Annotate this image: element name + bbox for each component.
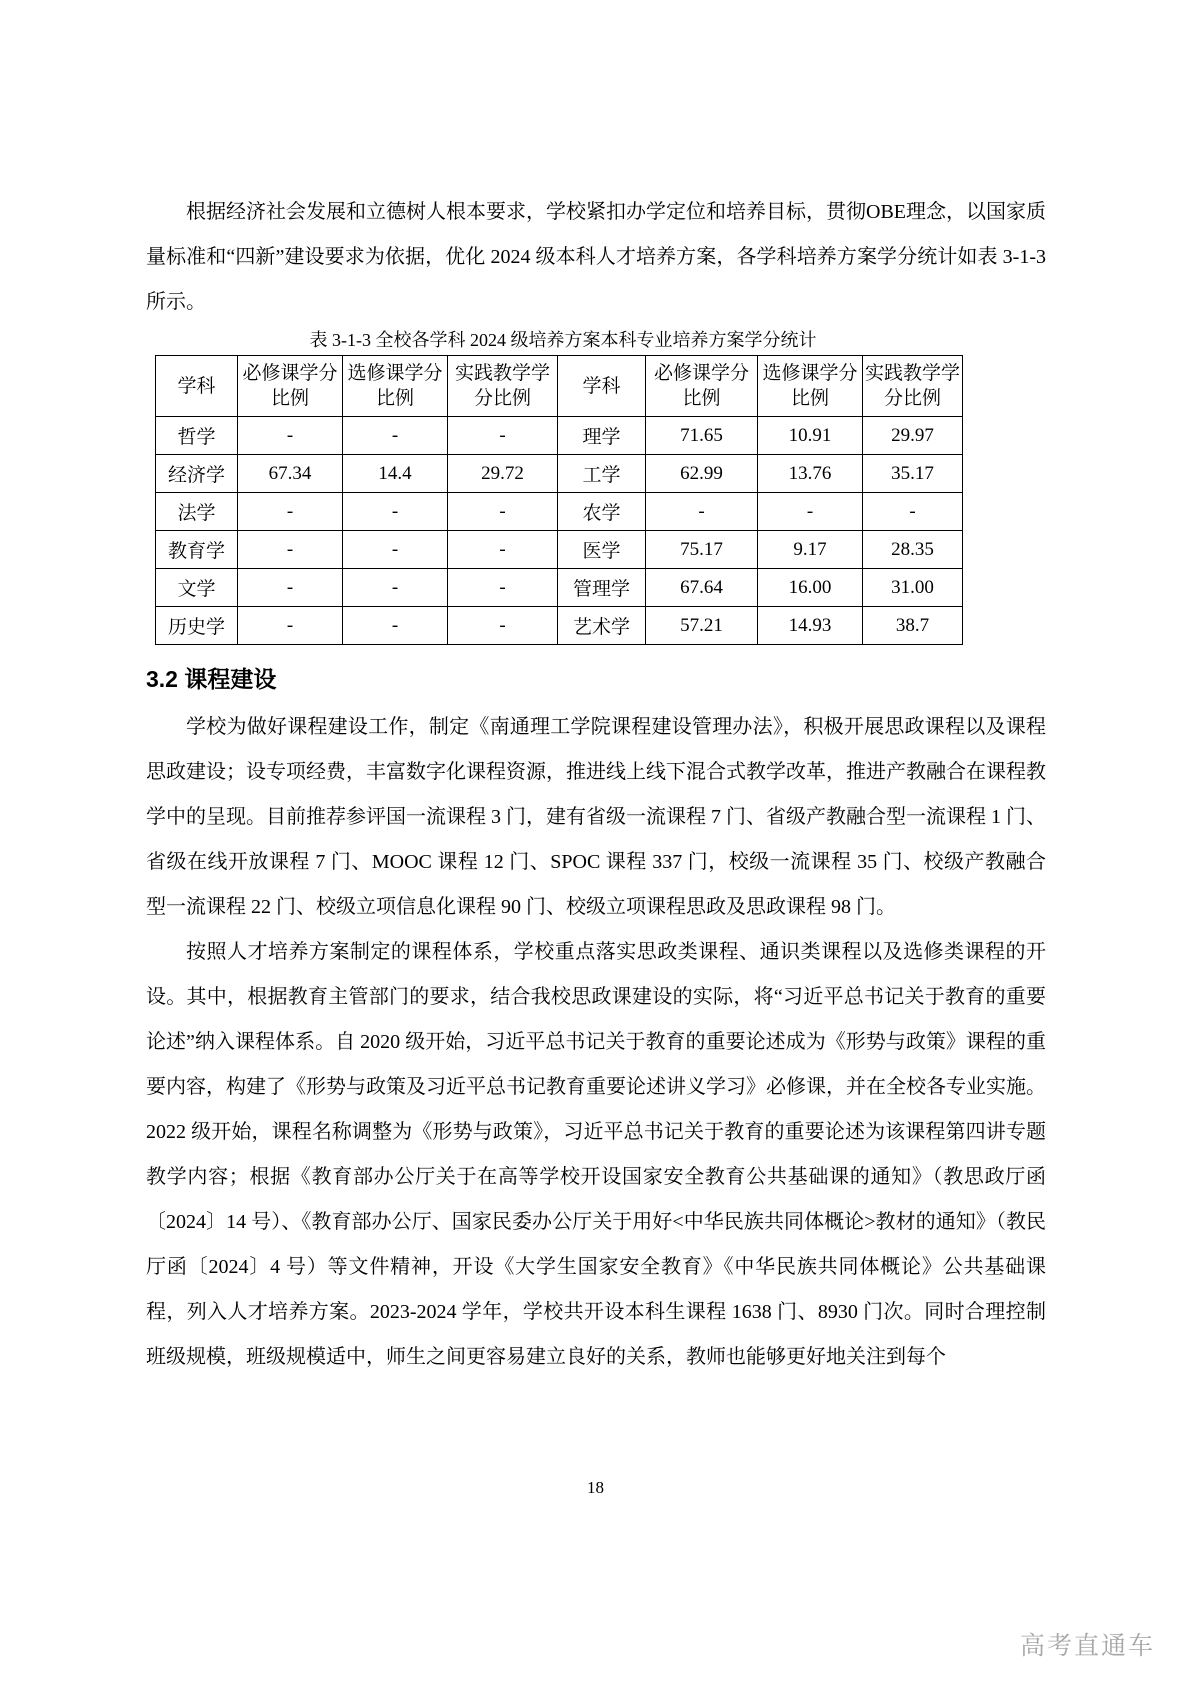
table-row	[156, 417, 963, 455]
value-cell: -	[448, 417, 558, 455]
discipline-cell: 经济学	[156, 455, 238, 493]
discipline-cell: 管理学	[558, 569, 646, 607]
value-cell: 67.34	[238, 455, 343, 493]
value-cell: 67.64	[646, 569, 758, 607]
table-row	[156, 531, 963, 569]
discipline-cell: 历史学	[156, 607, 238, 645]
value-cell: -	[863, 493, 963, 531]
value-cell: -	[238, 531, 343, 569]
value-cell: -	[343, 531, 448, 569]
column-header: 学科	[558, 356, 646, 417]
table-row	[156, 493, 963, 531]
column-header: 必修课学分比例	[646, 356, 758, 417]
discipline-cell: 理学	[558, 417, 646, 455]
table-row	[156, 569, 963, 607]
value-cell: 62.99	[646, 455, 758, 493]
value-cell: -	[238, 569, 343, 607]
value-cell: 16.00	[758, 569, 863, 607]
discipline-cell: 农学	[558, 493, 646, 531]
column-header: 学科	[156, 356, 238, 417]
value-cell: 14.93	[758, 607, 863, 645]
column-header: 选修课学分比例	[343, 356, 448, 417]
value-cell: 29.72	[448, 455, 558, 493]
value-cell: 13.76	[758, 455, 863, 493]
column-header: 选修课学分比例	[758, 356, 863, 417]
value-cell: -	[343, 417, 448, 455]
section-heading: 3.2 课程建设	[146, 666, 277, 692]
value-cell: -	[343, 569, 448, 607]
watermark: 高考直通车	[1019, 1632, 1155, 1660]
value-cell: -	[343, 607, 448, 645]
section-paragraph-1: 学校为做好课程建设工作，制定《南通理工学院课程建设管理办法》，积极开展思政课程以及课程思政建设；设专项经费，丰富数字化课程资源，推进线上线下混合式教学改革，推进产教融合在课程教学中的呈现。目前推荐参评国一流课程 3 门，建有省级一流课程 7 门、省级产教融合型一流课程 1 门、省级在线开放课程 7 门、MOOC 课程 12 门、SPOC 课程 337 门，校级一流课程 35 门、校级产教融合型一流课程 22 门、校级立项信息化课程 90 门、校级立项课程思政及思政课程 98 门。	[146, 716, 1046, 918]
value-cell: -	[448, 607, 558, 645]
value-cell: 29.97	[863, 417, 963, 455]
value-cell: -	[646, 493, 758, 531]
value-cell: 9.17	[758, 531, 863, 569]
value-cell: 35.17	[863, 455, 963, 493]
value-cell: -	[343, 493, 448, 531]
value-cell: 57.21	[646, 607, 758, 645]
value-cell: -	[238, 607, 343, 645]
table-row	[156, 607, 963, 645]
discipline-cell: 工学	[558, 455, 646, 493]
table-body	[156, 417, 963, 645]
column-header: 必修课学分比例	[238, 356, 343, 417]
value-cell: 10.91	[758, 417, 863, 455]
value-cell: -	[238, 493, 343, 531]
value-cell: 71.65	[646, 417, 758, 455]
discipline-cell: 哲学	[156, 417, 238, 455]
value-cell: 28.35	[863, 531, 963, 569]
value-cell: 31.00	[863, 569, 963, 607]
discipline-cell: 文学	[156, 569, 238, 607]
value-cell: -	[448, 493, 558, 531]
table-caption: 表 3-1-3 全校各学科 2024 级培养方案本科专业培养方案学分统计	[309, 330, 817, 350]
value-cell: -	[758, 493, 863, 531]
value-cell: 75.17	[646, 531, 758, 569]
value-cell: 38.7	[863, 607, 963, 645]
table-row	[156, 455, 963, 493]
discipline-cell: 教育学	[156, 531, 238, 569]
discipline-cell: 医学	[558, 531, 646, 569]
value-cell: -	[448, 531, 558, 569]
page-content	[146, 190, 1046, 1380]
table-section	[146, 327, 1046, 645]
column-header: 实践教学学分比例	[863, 356, 963, 417]
value-cell: -	[238, 417, 343, 455]
discipline-cell: 法学	[156, 493, 238, 531]
value-cell: 14.4	[343, 455, 448, 493]
intro-paragraph: 根据经济社会发展和立德树人根本要求，学校紧扣办学定位和培养目标，贯彻OBE理念，以国家质量标准和“四新”建设要求为依据，优化 2024 级本科人才培养方案，各学科培养方案学分统计如表 3-1-3 所示。	[146, 201, 1046, 313]
section-paragraph-2: 按照人才培养方案制定的课程体系，学校重点落实思政类课程、通识类课程以及选修类课程的开设。其中，根据教育主管部门的要求，结合我校思政课建设的实际，将“习近平总书记关于教育的重要论述”纳入课程体系。自 2020 级开始，习近平总书记关于教育的重要论述成为《形势与政策》课程的重要内容，构建了《形势与政策及习近平总书记教育重要论述讲义学习》必修课，并在全校各专业实施。2022 级开始，课程名称调整为《形势与政策》，习近平总书记关于教育的重要论述为该课程第四讲专题教学内容；根据《教育部办公厅关于在高等学校开设国家安全教育公共基础课的通知》（教思政厅函〔2024〕14 号）、《教育部办公厅、国家民委办公厅关于用好<中华民族共同体概论>教材的通知》（教民厅函〔2024〕4 号）等文件精神，开设《大学生国家安全教育》《中华民族共同体概论》公共基础课程，列入人才培养方案。2023-2024 学年，学校共开设本科生课程 1638 门、8930 门次。同时合理控制班级规模，班级规模适中，师生之间更容易建立良好的关系，教师也能够更好地关注到每个	[146, 941, 1046, 1368]
table-header-row	[156, 356, 963, 417]
page-number: 18	[587, 1478, 604, 1497]
value-cell: -	[448, 569, 558, 607]
column-header: 实践教学学分比例	[448, 356, 558, 417]
discipline-cell: 艺术学	[558, 607, 646, 645]
credits-table	[155, 355, 963, 645]
